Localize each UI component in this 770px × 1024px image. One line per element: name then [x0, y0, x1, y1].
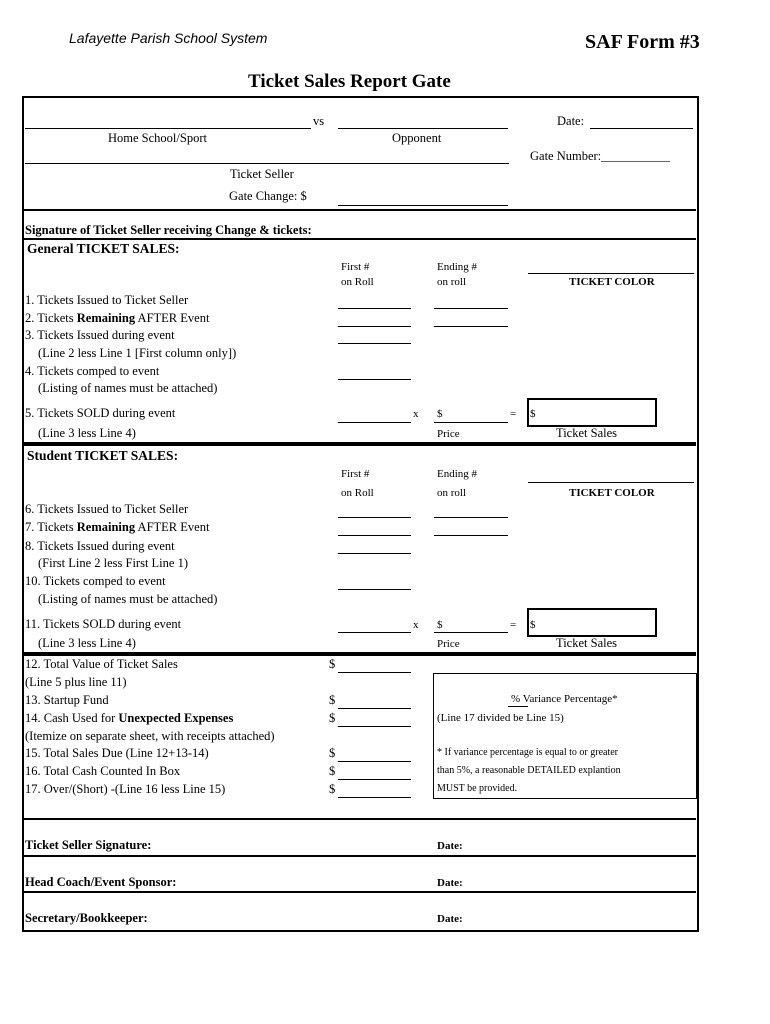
general-heading: General TICKET SALES: [27, 241, 180, 256]
variance-note-2: than 5%, a reasonable DETAILED explantion [437, 765, 621, 776]
line-5-price-field[interactable] [434, 422, 508, 423]
section-divider [23, 652, 696, 656]
line-1-first-field[interactable] [338, 308, 411, 309]
line-10-field[interactable] [338, 589, 411, 590]
line-5-x: x [413, 408, 419, 420]
student-ending-label: Ending # [437, 468, 478, 480]
line-12-sub: (Line 5 plus line 11) [25, 675, 127, 689]
student-ticket-color-label: TICKET COLOR [569, 487, 655, 499]
line-5-field[interactable] [338, 422, 411, 423]
line-15-field[interactable] [338, 761, 411, 762]
line-12-field[interactable] [338, 672, 411, 673]
variance-box [433, 673, 697, 799]
line-14-dollar: $ [329, 711, 336, 725]
line-16-dollar: $ [329, 764, 336, 778]
ticket-seller-date-label: Date: [437, 840, 463, 852]
line-17-field[interactable] [338, 797, 411, 798]
general-first-label: First # [341, 261, 370, 273]
ticket-seller-line[interactable] [25, 163, 509, 164]
line-5-equals: = [510, 408, 517, 420]
variance-percentage-field[interactable] [508, 706, 528, 707]
line-7-first-field[interactable] [338, 535, 411, 536]
line-13-field[interactable] [338, 708, 411, 709]
line-11-equals: = [510, 619, 517, 631]
line-8-label: 8. Tickets Issued during event [25, 539, 175, 553]
line-11-field[interactable] [338, 632, 411, 633]
line-6-ending-field[interactable] [434, 517, 508, 518]
general-total-dollar: $ [530, 408, 536, 420]
line-4-sub: (Listing of names must be attached) [38, 381, 218, 395]
line-17-dollar: $ [329, 782, 336, 796]
variance-percentage-label: % Variance Percentage* [511, 693, 618, 705]
head-coach-signature-label: Head Coach/Event Sponsor: [25, 875, 177, 889]
line-12-dollar: $ [329, 657, 336, 671]
line-8-sub: (First Line 2 less First Line 1) [38, 556, 188, 570]
line-16-field[interactable] [338, 779, 411, 780]
section-divider [23, 209, 696, 211]
variance-note-1: * If variance percentage is equal to or greater [437, 747, 619, 758]
line-16-label: 16. Total Cash Counted In Box [25, 764, 181, 778]
line-10-sub: (Listing of names must be attached) [38, 592, 218, 606]
line-15-dollar: $ [329, 746, 336, 760]
signature-change-label: Signature of Ticket Seller receiving Change & tickets: [25, 223, 312, 237]
line-5-dollar: $ [437, 408, 443, 420]
line-11-dollar: $ [437, 619, 443, 631]
form-id: SAF Form #3 [585, 31, 700, 53]
line-10-label: 10. Tickets comped to event [25, 574, 166, 588]
line-11-sub: (Line 3 less Line 4) [38, 636, 136, 650]
line-14-label: 14. Cash Used for Unexpected Expenses [25, 711, 234, 725]
page-title: Ticket Sales Report Gate [248, 71, 451, 92]
student-first-label-2: on Roll [341, 487, 374, 499]
line-15-label: 15. Total Sales Due (Line 12+13-14) [25, 746, 209, 760]
opponent-line[interactable] [338, 128, 508, 129]
gate-change-line[interactable] [338, 205, 508, 206]
line-13-dollar: $ [329, 693, 336, 707]
student-total-dollar: $ [530, 619, 536, 631]
section-divider [23, 238, 696, 240]
student-ticket-sales-box[interactable] [527, 608, 657, 637]
line-4-label: 4. Tickets comped to event [25, 364, 160, 378]
line-1-label: 1. Tickets Issued to Ticket Seller [25, 293, 189, 307]
line-2-first-field[interactable] [338, 326, 411, 327]
variance-note-3: MUST be provided. [437, 783, 518, 794]
ticket-seller-label: Ticket Seller [230, 167, 294, 181]
student-price-label: Price [437, 638, 460, 650]
line-8-field[interactable] [338, 553, 411, 554]
line-14-field[interactable] [338, 726, 411, 727]
line-2-ending-field[interactable] [434, 326, 508, 327]
secretary-signature-label: Secretary/Bookkeeper: [25, 911, 148, 925]
line-11-x: x [413, 619, 419, 631]
vs-label: vs [313, 114, 325, 128]
student-ticket-color-line[interactable] [528, 482, 694, 483]
line-6-first-field[interactable] [338, 517, 411, 518]
opponent-label: Opponent [392, 131, 442, 145]
section-divider [23, 442, 696, 446]
student-ticket-sales-label: Ticket Sales [556, 636, 617, 650]
general-ticket-color-line[interactable] [528, 273, 694, 274]
date-label: Date: [557, 114, 585, 128]
line-4-field[interactable] [338, 379, 411, 380]
line-17-label: 17. Over/(Short) -(Line 16 less Line 15) [25, 782, 226, 796]
line-7-label: 7. Tickets Remaining AFTER Event [25, 520, 210, 534]
line-5-label: 5. Tickets SOLD during event [25, 406, 176, 420]
variance-formula: (Line 17 divided be Line 15) [437, 712, 564, 724]
line-14-sub: (Itemize on separate sheet, with receipts attached) [25, 729, 275, 743]
home-school-sport-label: Home School/Sport [108, 131, 207, 145]
student-first-label: First # [341, 468, 370, 480]
line-6-label: 6. Tickets Issued to Ticket Seller [25, 502, 189, 516]
general-ending-label: Ending # [437, 261, 478, 273]
gate-change-label: Gate Change: $ [229, 189, 307, 203]
line-12-label: 12. Total Value of Ticket Sales [25, 657, 178, 671]
student-heading: Student TICKET SALES: [27, 448, 179, 463]
general-price-label: Price [437, 428, 460, 440]
line-13-label: 13. Startup Fund [25, 693, 109, 707]
home-school-line[interactable] [25, 128, 311, 129]
secretary-date-label: Date: [437, 913, 463, 925]
general-ticket-color-label: TICKET COLOR [569, 276, 655, 288]
ticket-seller-signature-label: Ticket Seller Signature: [25, 838, 152, 852]
general-first-label-2: on Roll [341, 276, 374, 288]
line-3-label: 3. Tickets Issued during event [25, 328, 175, 342]
gate-number-label: Gate Number:___________ [530, 149, 670, 163]
line-1-ending-field[interactable] [434, 308, 508, 309]
section-divider [23, 818, 696, 820]
general-ticket-sales-label: Ticket Sales [556, 426, 617, 440]
line-11-price-field[interactable] [434, 632, 508, 633]
student-ending-label-2: on roll [437, 487, 467, 499]
section-divider [23, 891, 696, 893]
section-divider [23, 855, 696, 857]
line-3-field[interactable] [338, 343, 411, 344]
line-2-label: 2. Tickets Remaining AFTER Event [25, 311, 210, 325]
line-5-sub: (Line 3 less Line 4) [38, 426, 136, 440]
date-line[interactable] [590, 128, 693, 129]
general-ending-label-2: on roll [437, 276, 467, 288]
line-3-sub: (Line 2 less Line 1 [First column only]) [38, 346, 237, 360]
head-coach-date-label: Date: [437, 877, 463, 889]
line-11-label: 11. Tickets SOLD during event [25, 617, 182, 631]
line-7-ending-field[interactable] [434, 535, 508, 536]
organization-name: Lafayette Parish School System [69, 30, 268, 46]
general-ticket-sales-box[interactable] [527, 398, 657, 427]
